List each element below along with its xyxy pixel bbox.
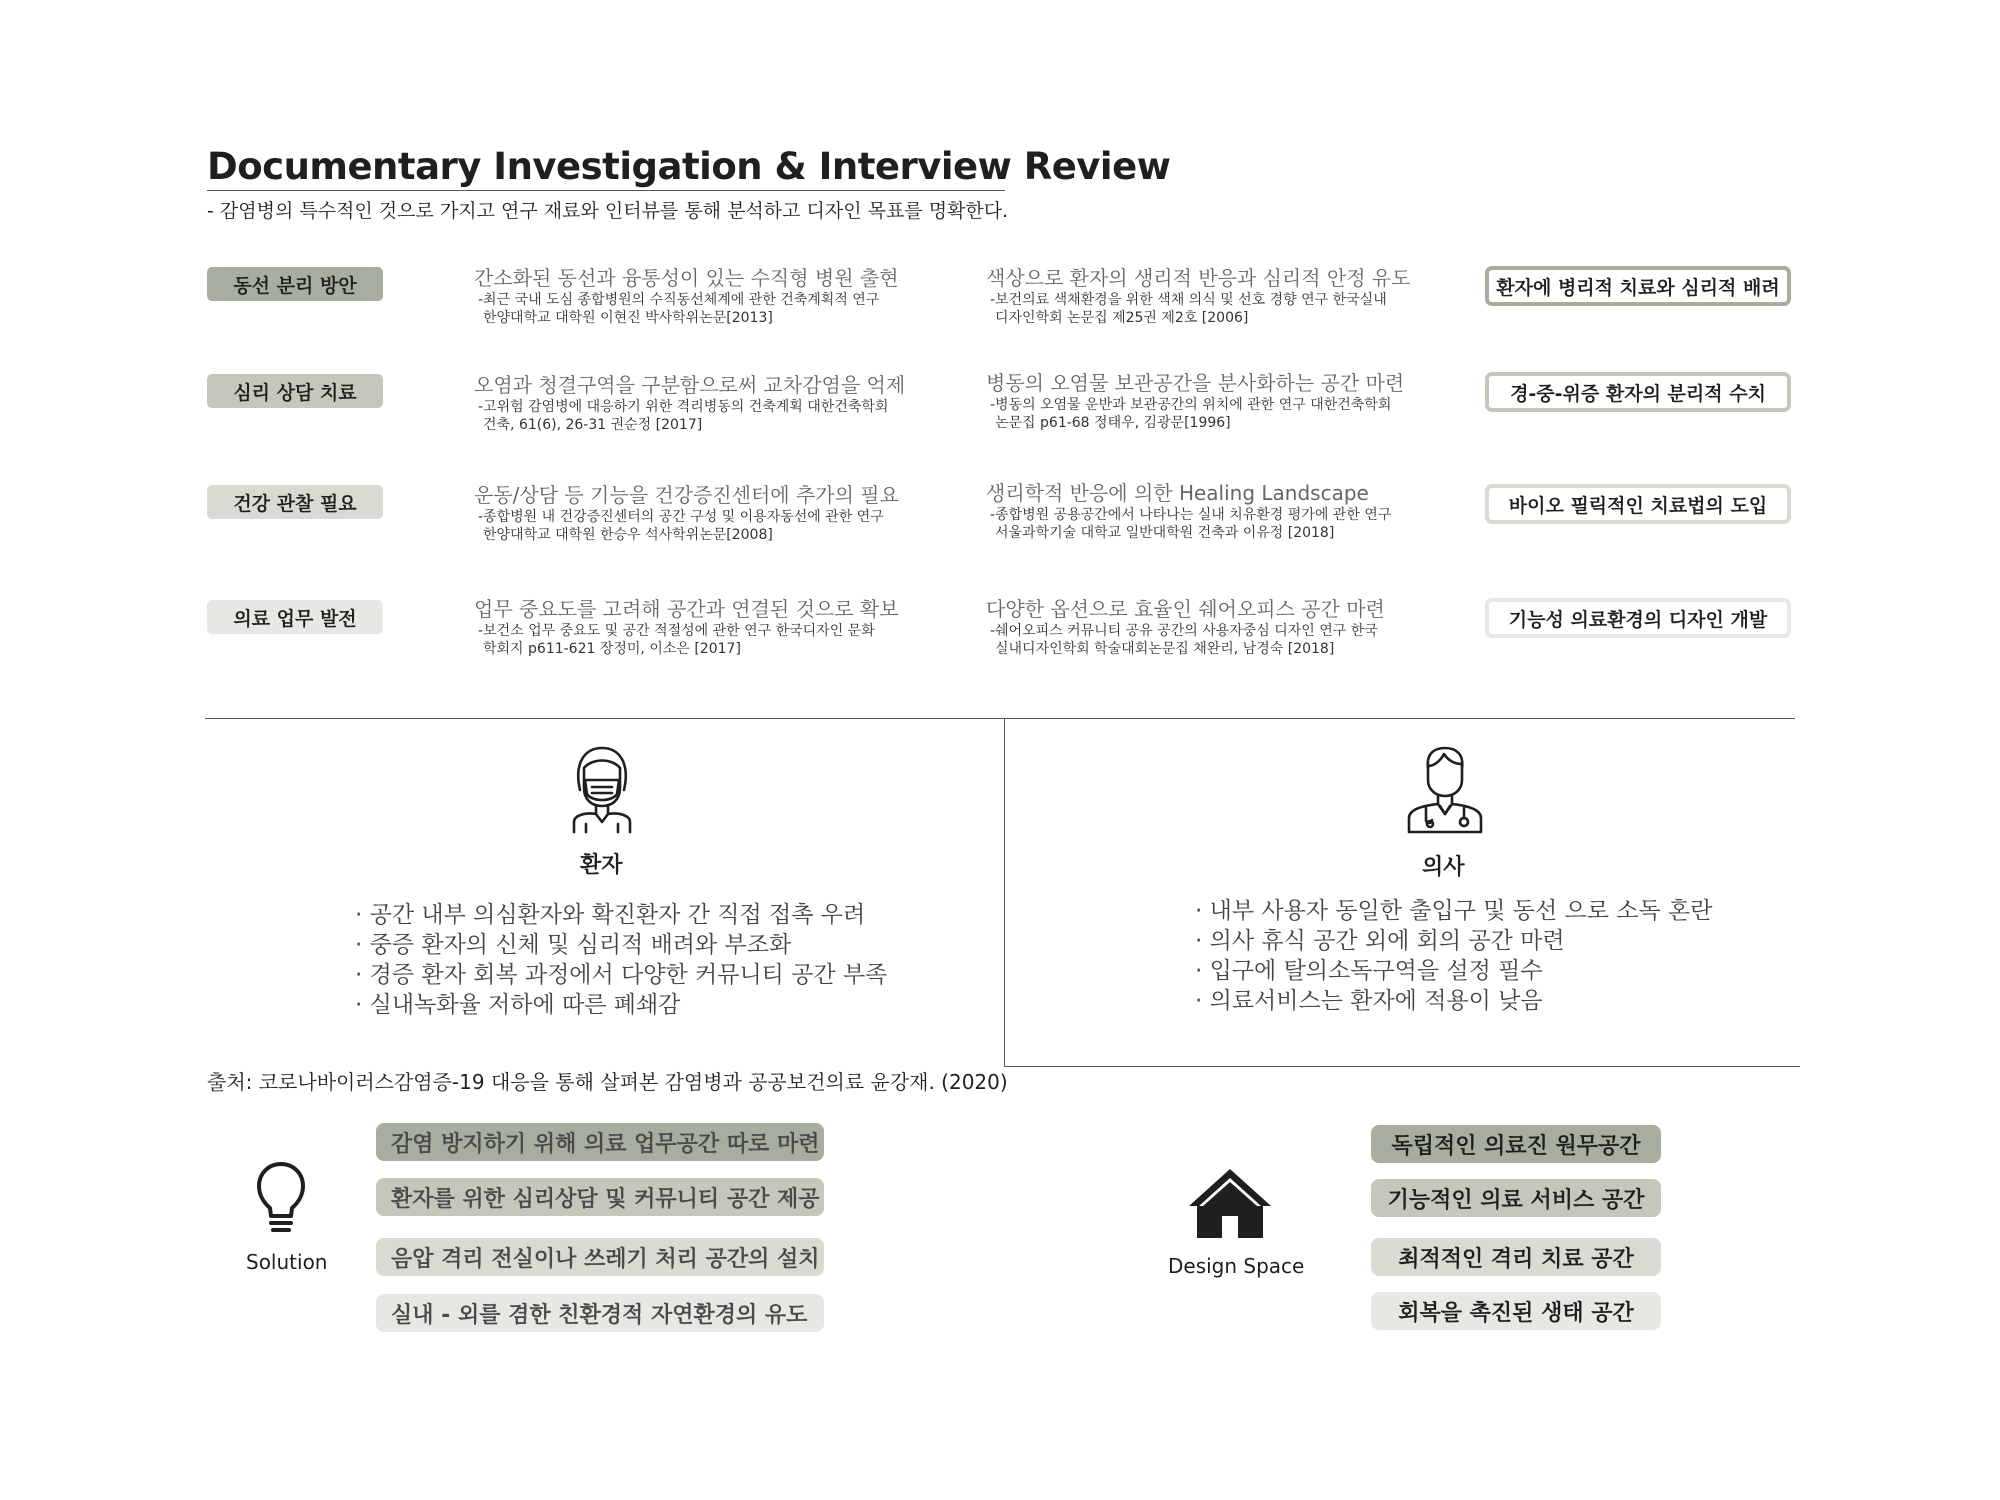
- lightbulb-icon: [255, 1160, 307, 1238]
- reference-title: 오염과 청결구역을 구분함으로써 교차감염을 억제: [474, 373, 906, 397]
- row-label-3: 건강 관찰 필요: [207, 485, 383, 519]
- reference-detail: -종합병원 공용공간에서 나타나는 실내 치유환경 평가에 관한 연구: [990, 507, 1392, 523]
- reference-detail: -병동의 오염물 운반과 보관공간의 위치에 관한 연구 대한건축학회: [990, 397, 1392, 413]
- doctor-issues: [1195, 896, 1712, 1016]
- row-label-4: 의료 업무 발전: [207, 600, 383, 634]
- list-item: · 의사 휴식 공간 외에 회의 공간 마련: [1195, 928, 1565, 954]
- doctor-label: 의사: [1422, 855, 1465, 880]
- reference-detail: 서울과학기술 대학교 일반대학원 건축과 이유정 [2018]: [995, 525, 1335, 541]
- reference-4-1: [474, 596, 944, 658]
- goal-3: 바이오 필릭적인 치료법의 도입: [1485, 484, 1791, 524]
- reference-detail: -쉐어오피스 커뮤니티 공유 공간의 사용자중심 디자인 연구 한국: [990, 623, 1378, 639]
- solution-item-1: 감염 방지하기 위해 의료 업무공간 따로 마련: [376, 1123, 824, 1161]
- reference-detail: 실내디자인학회 학술대회논문집 채완리, 남경숙 [2018]: [995, 641, 1335, 657]
- reference-2-2: [986, 370, 1456, 432]
- reference-title: 운동/상담 등 기능을 건강증진센터에 추가의 필요: [474, 483, 899, 507]
- solution-caption: Solution: [246, 1250, 328, 1274]
- panel-top-rule: [205, 718, 1795, 719]
- reference-detail: -보건소 업무 중요도 및 공간 적절성에 관한 연구 한국디자인 문화: [478, 623, 875, 639]
- design-space-item-4: 회복을 촉진된 생태 공간: [1371, 1292, 1661, 1330]
- goal-1: 환자에 병리적 치료와 심리적 배려: [1485, 266, 1791, 306]
- reference-title: 병동의 오염물 보관공간을 분사화하는 공간 마련: [986, 371, 1405, 395]
- reference-title: 간소화된 동선과 융통성이 있는 수직형 병원 출현: [474, 266, 899, 290]
- list-item: · 의료서비스는 환자에 적용이 낮음: [1195, 988, 1543, 1014]
- reference-title: 다양한 옵션으로 효율인 쉐어오피스 공간 마련: [986, 597, 1385, 621]
- panel-bottom-rule: [1004, 1066, 1800, 1067]
- reference-detail: -고위험 감염병에 대응하기 위한 격리병동의 건축계획 대한건축학회: [478, 399, 889, 415]
- list-item: · 내부 사용자 동일한 출입구 및 동선 으로 소독 혼란: [1195, 898, 1713, 924]
- page-title: Documentary Investigation & Interview Review: [207, 145, 1171, 188]
- solution-item-2: 환자를 위한 심리상담 및 커뮤니티 공간 제공: [376, 1178, 824, 1216]
- title-underline: [207, 190, 1005, 191]
- reference-detail: -종합병원 내 건강증진센터의 공간 구성 및 이용자동선에 관한 연구: [478, 509, 884, 525]
- reference-4-2: [986, 596, 1456, 658]
- reference-title: 색상으로 환자의 생리적 반응과 심리적 안정 유도: [986, 266, 1411, 290]
- reference-detail: 건축, 61(6), 26-31 권순정 [2017]: [483, 417, 703, 433]
- row-label-1: 동선 분리 방안: [207, 267, 383, 301]
- reference-detail: -보건의료 색채환경을 위한 색채 의식 및 선호 경향 연구 한국실내: [990, 292, 1387, 308]
- reference-3-2: [986, 480, 1456, 542]
- reference-title: 생리학적 반응에 의한 Healing Landscape: [986, 481, 1369, 505]
- reference-detail: 논문집 p61-68 정태우, 김광문[1996]: [995, 415, 1231, 431]
- reference-detail: -최근 국내 도심 종합병원의 수직동선체계에 관한 건축계획적 연구: [478, 292, 880, 308]
- source-citation: 출처: 코로나바이러스감염증-19 대응을 통해 살펴본 감염병과 공공보건의료 윤강재. (2020): [207, 1070, 1008, 1094]
- list-item: · 실내녹화율 저하에 따른 폐쇄감: [355, 992, 681, 1018]
- patient-label: 환자: [580, 853, 623, 878]
- reference-detail: 한양대학교 대학원 한승우 석사학위논문[2008]: [483, 527, 773, 543]
- design-space-item-3: 최적적인 격리 치료 공간: [1371, 1238, 1661, 1276]
- solution-item-3: 음압 격리 전실이나 쓰레기 처리 공간의 설치: [376, 1238, 824, 1276]
- design-space-item-1: 독립적인 의료진 원무공간: [1371, 1125, 1661, 1163]
- goal-4: 기능성 의료환경의 디자인 개발: [1485, 598, 1791, 638]
- reference-detail: 한양대학교 대학원 이현진 박사학위논문[2013]: [483, 310, 773, 326]
- solution-item-4: 실내 - 외를 겸한 친환경적 자연환경의 유도: [376, 1294, 824, 1332]
- reference-1-1: [474, 265, 944, 327]
- design-space-caption: Design Space: [1168, 1254, 1305, 1278]
- house-icon: [1187, 1166, 1273, 1240]
- goal-2: 경-중-위증 환자의 분리적 수치: [1485, 372, 1791, 412]
- reference-2-1: [474, 372, 944, 434]
- reference-detail: 디자인학회 논문집 제25권 제2호 [2006]: [995, 310, 1249, 326]
- doctor-icon: [1406, 744, 1484, 834]
- panel-divider: [1004, 718, 1005, 1066]
- design-space-item-2: 기능적인 의료 서비스 공간: [1371, 1179, 1661, 1217]
- reference-detail: 학회지 p611-621 장정미, 이소은 [2017]: [483, 641, 741, 657]
- reference-3-1: [474, 482, 944, 544]
- patient-issues: [355, 900, 887, 1020]
- row-label-2: 심리 상담 치료: [207, 374, 383, 408]
- list-item: · 입구에 탈의소독구역을 설정 필수: [1195, 958, 1543, 984]
- reference-1-2: [986, 265, 1456, 327]
- list-item: · 공간 내부 의심환자와 확진환자 간 직접 접촉 우려: [355, 902, 866, 928]
- reference-title: 업무 중요도를 고려해 공간과 연결된 것으로 확보: [474, 597, 899, 621]
- list-item: · 중증 환자의 신체 및 심리적 배려와 부조화: [355, 932, 792, 958]
- patient-mask-icon: [570, 744, 634, 834]
- list-item: · 경증 환자 회복 과정에서 다양한 커뮤니티 공간 부족: [355, 962, 888, 988]
- page-subtitle: - 감염병의 특수적인 것으로 가지고 연구 재료와 인터뷰를 통해 분석하고 디자인 목표를 명확한다.: [207, 200, 1009, 222]
